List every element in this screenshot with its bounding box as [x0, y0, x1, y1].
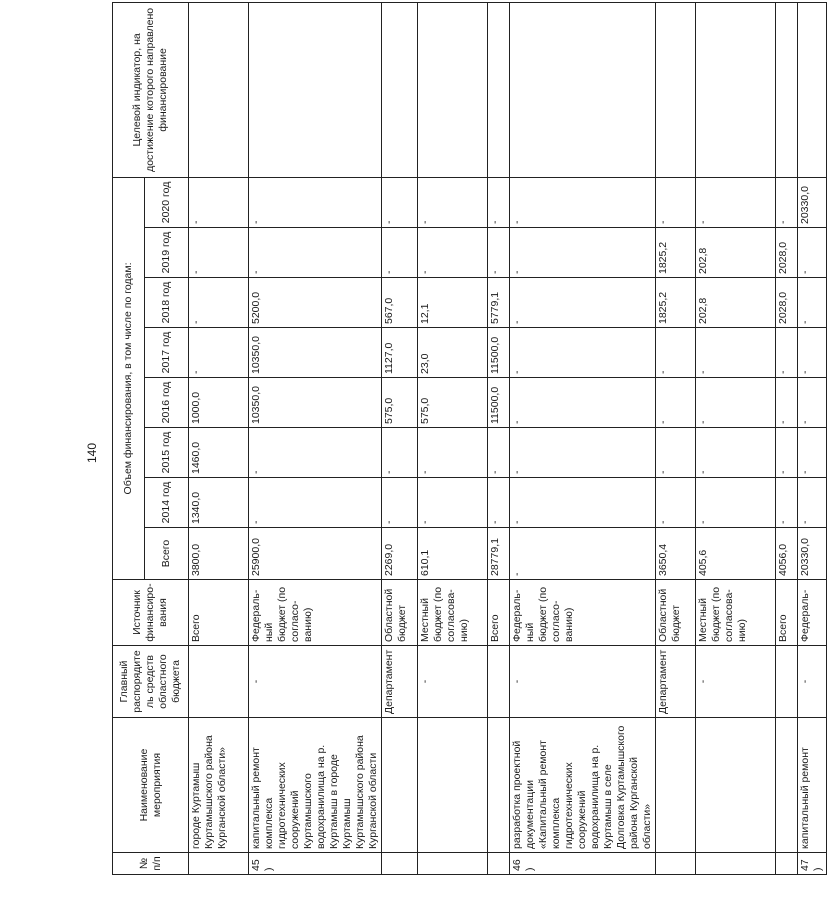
row-number	[488, 853, 510, 875]
header-2018: 2018 год	[145, 278, 189, 328]
value-2014: -	[696, 478, 776, 528]
value-2018: 1825,2	[656, 278, 696, 328]
funding-source: Местный бюджет (по согласова-нию)	[418, 580, 488, 646]
value-2016: -	[798, 378, 827, 428]
value-2017: 23,0	[418, 328, 488, 378]
value-2017: -	[510, 328, 656, 378]
value-2016: -	[510, 378, 656, 428]
value-2014: -	[776, 478, 798, 528]
target-indicator	[510, 2, 656, 177]
table-row	[798, 2, 827, 874]
header-2015: 2015 год	[145, 428, 189, 478]
header-total: Всего	[145, 528, 189, 580]
value-2019: -	[510, 228, 656, 278]
value-2016: 575,0	[382, 378, 418, 428]
value-2016: 575,0	[418, 378, 488, 428]
value-2015: -	[382, 428, 418, 478]
table-row	[249, 2, 382, 874]
value-2014: -	[249, 478, 382, 528]
value-2017: 11500,0	[488, 328, 510, 378]
value-2018: 5779,1	[488, 278, 510, 328]
value-2019: 202,8	[696, 228, 776, 278]
value-2014: -	[488, 478, 510, 528]
total-value: 405,6	[696, 528, 776, 580]
total-value: 3650,4	[656, 528, 696, 580]
value-2019: -	[488, 228, 510, 278]
activity-name	[382, 718, 418, 853]
value-2015: -	[510, 428, 656, 478]
value-2014: -	[510, 478, 656, 528]
header-volume: Объем финансирования, в том числе по годам:	[113, 177, 145, 579]
value-2015: 1460,0	[189, 428, 249, 478]
row-number: 47)	[798, 853, 827, 875]
financing-table	[112, 2, 827, 875]
value-2020: -	[382, 177, 418, 227]
value-2017: -	[798, 328, 827, 378]
value-2017: -	[696, 328, 776, 378]
value-2019: -	[249, 228, 382, 278]
header-distributor: Главный распорядитель средств областного бюджета	[113, 646, 189, 718]
activity-name: городе Куртамыш Куртамышского района Курганской области»	[189, 718, 249, 853]
funding-source: Всего	[488, 580, 510, 646]
value-2018: 12,1	[418, 278, 488, 328]
funding-source: Областной бюджет	[656, 580, 696, 646]
value-2016: 1000,0	[189, 378, 249, 428]
distributor: -	[696, 646, 776, 718]
row-number	[656, 853, 696, 875]
value-2016: 11500,0	[488, 378, 510, 428]
value-2015: -	[418, 428, 488, 478]
header-target: Целевой индикатор, на достижение которого направлено финансирование	[113, 2, 189, 177]
row-number	[776, 853, 798, 875]
activity-name	[776, 718, 798, 853]
distributor: -	[249, 646, 382, 718]
table-row	[189, 2, 249, 874]
table-row	[776, 2, 798, 874]
rotated-table-container	[112, 7, 824, 875]
distributor: Департамент	[656, 646, 696, 718]
funding-source: Федераль-ный бюджет (по согласо-ванию)	[510, 580, 656, 646]
funding-source: Местный бюджет (по согласова-нию)	[696, 580, 776, 646]
funding-source: Всего	[189, 580, 249, 646]
total-value: 4056,0	[776, 528, 798, 580]
distributor: -	[510, 646, 656, 718]
value-2020: -	[510, 177, 656, 227]
target-indicator	[189, 2, 249, 177]
distributor: -	[798, 646, 827, 718]
value-2015: -	[656, 428, 696, 478]
value-2018: -	[189, 278, 249, 328]
value-2015: -	[488, 428, 510, 478]
target-indicator	[382, 2, 418, 177]
value-2020: -	[776, 177, 798, 227]
total-value: 610,1	[418, 528, 488, 580]
header-source: Источник финансиро-вания	[113, 580, 189, 646]
value-2016: 10350,0	[249, 378, 382, 428]
value-2019: -	[418, 228, 488, 278]
funding-source: Федераль-ный бюджет (по согласо-ванию)	[249, 580, 382, 646]
value-2019: -	[189, 228, 249, 278]
header-2019: 2019 год	[145, 228, 189, 278]
value-2017: -	[189, 328, 249, 378]
target-indicator	[656, 2, 696, 177]
distributor	[488, 646, 510, 718]
funding-source: Всего	[776, 580, 798, 646]
value-2018: 567,0	[382, 278, 418, 328]
distributor	[189, 646, 249, 718]
target-indicator	[798, 2, 827, 177]
target-indicator	[249, 2, 382, 177]
funding-source: Федераль-	[798, 580, 827, 646]
value-2015: -	[798, 428, 827, 478]
value-2018: -	[798, 278, 827, 328]
activity-name	[488, 718, 510, 853]
target-indicator	[418, 2, 488, 177]
value-2016: -	[776, 378, 798, 428]
value-2016: -	[696, 378, 776, 428]
value-2017: 1127,0	[382, 328, 418, 378]
row-number	[696, 853, 776, 875]
header-2014: 2014 год	[145, 478, 189, 528]
value-2018: 202,8	[696, 278, 776, 328]
header-2016: 2016 год	[145, 378, 189, 428]
value-2014: -	[656, 478, 696, 528]
value-2020: -	[488, 177, 510, 227]
total-value: 3800,0	[189, 528, 249, 580]
table-row	[488, 2, 510, 874]
distributor	[776, 646, 798, 718]
table-row	[382, 2, 418, 874]
total-value: 20330,0	[798, 528, 827, 580]
value-2020: -	[696, 177, 776, 227]
activity-name: разработка проектной документации «Капитальный ремонт комплекса гидротехнических сооружений водохранилища на р. Куртамыш в селе Долговка Куртамышского района Курганской области»	[510, 718, 656, 853]
distributor: Департамент	[382, 646, 418, 718]
value-2014: -	[798, 478, 827, 528]
value-2018: 5200,0	[249, 278, 382, 328]
value-2018: -	[510, 278, 656, 328]
value-2016: -	[656, 378, 696, 428]
value-2015: -	[249, 428, 382, 478]
row-number	[189, 853, 249, 875]
table-row	[656, 2, 696, 874]
value-2019: -	[798, 228, 827, 278]
value-2020: -	[656, 177, 696, 227]
value-2020: 20330,0	[798, 177, 827, 227]
value-2014: 1340,0	[189, 478, 249, 528]
table-row	[418, 2, 488, 874]
value-2018: 2028,0	[776, 278, 798, 328]
value-2014: -	[418, 478, 488, 528]
row-number: 45)	[249, 853, 382, 875]
target-indicator	[776, 2, 798, 177]
header-2017: 2017 год	[145, 328, 189, 378]
target-indicator	[696, 2, 776, 177]
value-2017: -	[656, 328, 696, 378]
activity-name	[696, 718, 776, 853]
header-num: № п/п	[113, 853, 189, 875]
activity-name: капитальный ремонт комплекса гидротехнических сооружений Куртамышского водохранилища на р. Куртамыш в городе Куртамыш Куртамышского района Курганской области	[249, 718, 382, 853]
activity-name	[418, 718, 488, 853]
row-number	[382, 853, 418, 875]
activity-name: капитальный ремонт	[798, 718, 827, 853]
total-value: 28779,1	[488, 528, 510, 580]
funding-source: Областной бюджет	[382, 580, 418, 646]
value-2019: -	[382, 228, 418, 278]
table-row	[696, 2, 776, 874]
activity-name	[656, 718, 696, 853]
value-2015: -	[696, 428, 776, 478]
row-number	[418, 853, 488, 875]
value-2017: -	[776, 328, 798, 378]
value-2019: 2028,0	[776, 228, 798, 278]
total-value: 25900,0	[249, 528, 382, 580]
value-2020: -	[249, 177, 382, 227]
target-indicator	[488, 2, 510, 177]
header-name: Наименование мероприятия	[113, 718, 189, 853]
value-2017: 10350,0	[249, 328, 382, 378]
value-2020: -	[418, 177, 488, 227]
value-2020: -	[189, 177, 249, 227]
total-value: -	[510, 528, 656, 580]
table-row	[510, 2, 656, 874]
value-2015: -	[776, 428, 798, 478]
value-2019: 1825,2	[656, 228, 696, 278]
header-2020: 2020 год	[145, 177, 189, 227]
total-value: 2269,0	[382, 528, 418, 580]
value-2014: -	[382, 478, 418, 528]
page-number: 140	[85, 442, 99, 464]
distributor: -	[418, 646, 488, 718]
row-number: 46)	[510, 853, 656, 875]
